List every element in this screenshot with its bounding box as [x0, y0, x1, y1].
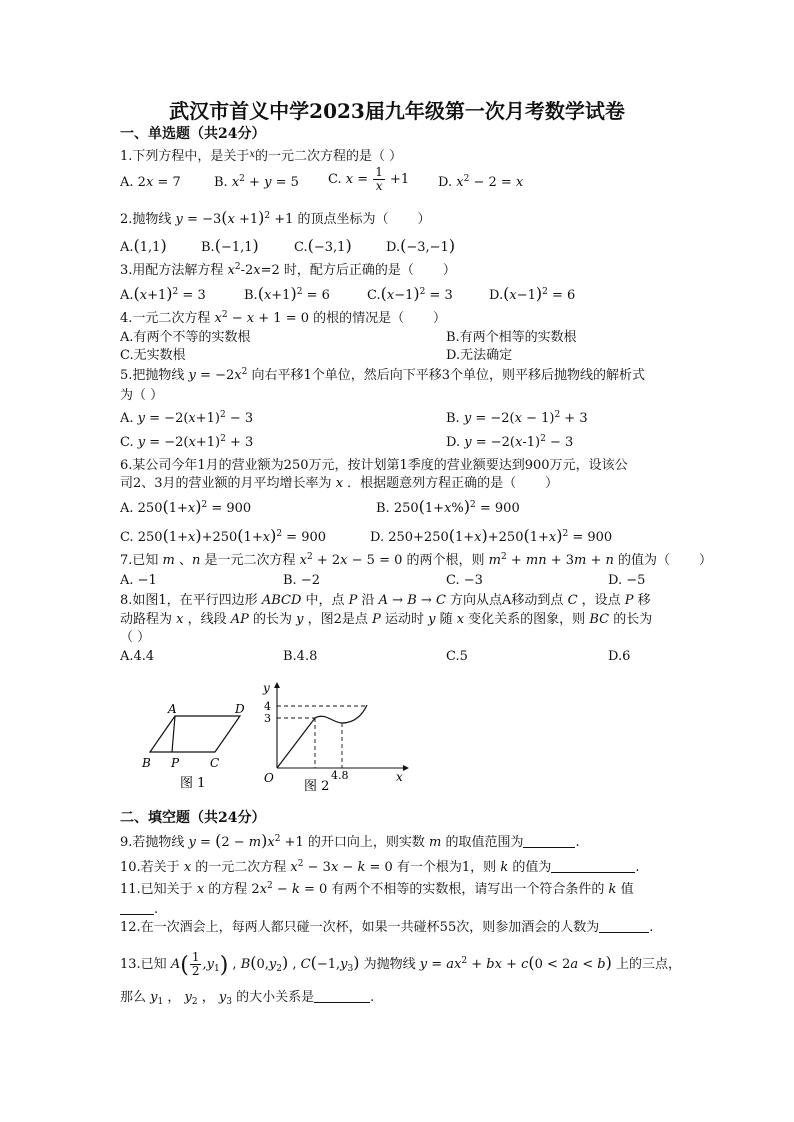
q8-option-b: B.4.8: [283, 649, 318, 664]
q3-option-a: $A.(x+1)^2 = 3$: [120, 284, 206, 303]
label-p: P: [171, 756, 180, 770]
question-11-stem: 11.已知关于 x 的方程 $2x^2 - k = 0$ 有两个不相等的实数根，请写出一个符合条件的 k 值: [120, 881, 634, 897]
q5-option-b: B. $y = -2(x - 1)^2 + 3$: [446, 410, 588, 426]
question-10-stem: 10.若关于 x 的一元二次方程 $x^2 - 3x - k = 0$ 有一个根为1，则 k 的值为 .: [120, 859, 640, 875]
q7-option-d: D. −5: [608, 573, 646, 588]
section-heading-fill-in: 二、填空题（共24分）: [120, 810, 266, 826]
segment-ap: [172, 716, 175, 752]
question-5-stem-line2: 为（ ）: [120, 388, 164, 403]
label-a: A: [168, 702, 177, 716]
q3-option-d: $D.(x-1)^2 = 6$: [489, 284, 576, 303]
question-4-stem: 4.一元二次方程 $x^2 - x + 1 = 0$ 的根的情况是（ ）: [120, 310, 447, 326]
question-6-stem: 6.某公司今年1月的营业额为250万元，按计划第1季度的营业额要达到900万元，设该公: [120, 458, 628, 473]
q3-option-b: $B.(x+1)^2 = 6$: [244, 284, 330, 303]
q5-option-d: D. $y = -2(x-1)^2 - 3$: [446, 434, 574, 450]
question-1-stem: 1.下列方程中，是关于$^x$的一元二次方程的是（ ）: [120, 149, 403, 164]
q4-option-d: D.无法确定: [446, 348, 513, 363]
q1-option-b: B. $x^2 + y = 5$: [214, 174, 299, 190]
question-8-stem: 8.如图1，在平行四边形 ABCD 中，点 P 沿 A → B → C 方向从点A移动到点 C ，设点 P 移: [120, 593, 651, 608]
q2-option-b: B.(−1,1): [201, 236, 259, 255]
figure-1-caption: 图 1: [180, 776, 206, 791]
q2-option-c: C.(−3,1): [294, 236, 352, 255]
question-11-blank: .: [120, 902, 158, 918]
q7-option-b: B. −2: [283, 573, 320, 588]
q6-option-a: A. $250(1+x)^2 = 900$: [120, 497, 252, 516]
q8-option-a: A.4.4: [120, 649, 155, 664]
tick-label-4-8: 4.8: [331, 769, 349, 782]
q3-option-c: $C.(x-1)^2 = 3$: [367, 284, 453, 303]
label-d: D: [235, 702, 245, 716]
x-axis-label: x: [396, 770, 403, 784]
figure-2-caption: 图 2: [304, 779, 330, 794]
q6-option-d: D. $250+250(1+x)+250(1+x)^2 = 900$: [370, 526, 613, 545]
q5-option-c: C. $y = -2(x+1)^2 + 3$: [120, 434, 254, 450]
tick-label-4: 4: [264, 700, 271, 713]
q1-option-c: C. x = $\frac{1}{x}$ +1: [328, 165, 410, 193]
question-13-stem: 13.已知 A( $\frac{1}{2}$ $,y_1$) , $B(0,y_2)$ , $C(-1,y_3)$ 为抛物线 $y = ax^2$ + bx + c(0 < 2a < b) 上的三点，: [120, 950, 682, 978]
q1-option-a: A. 2x = 7: [120, 175, 181, 190]
q7-option-c: C. −3: [446, 573, 483, 588]
q4-option-c: C.无实数根: [120, 348, 186, 363]
figure-2-graph: [255, 678, 415, 796]
graph-segment-ab: [277, 718, 315, 768]
page-title: 武汉市首义中学2023届九年级第一次月考数学试卷: [169, 99, 625, 123]
parallelogram-abcd: [150, 716, 240, 752]
graph-curve-bc: [315, 705, 367, 723]
q8-option-d: D.6: [608, 649, 631, 664]
section-heading-single-choice: 一、单选题（共24分）: [120, 126, 266, 142]
y-axis-label: y: [263, 681, 270, 695]
label-c: C: [210, 756, 220, 770]
question-2-stem: 2.抛物线 $y = -3(x +1)^2 +1$ 的顶点坐标为（ ）: [120, 208, 431, 227]
question-7-stem: 7.已知 m 、n 是一元二次方程 $x^2 + 2x - 5 = 0$ 的两个根，则 $m^2$ + mn + 3m + n 的值为（ ）: [120, 552, 712, 568]
q2-option-d: D.(−3,−1): [386, 236, 456, 255]
question-8-stem-line2: 动路程为 x ，线段 AP 的长为 y ，图2是点 P 运动时 y 随 x 变化关系的图象，则 BC 的长为: [120, 612, 653, 627]
label-b: B: [142, 756, 151, 770]
q2-option-a: A.(1,1): [120, 236, 167, 255]
question-12-stem: 12.在一次酒会上，每两人都只碰一次杯，如果一共碰杯55次，则参加酒会的人数为 .: [120, 920, 654, 935]
q8-option-c: C.5: [446, 649, 468, 664]
question-3-stem: 3.用配方法解方程 $x^2-2x=2$ 时，配方后正确的是（ ）: [120, 262, 456, 278]
y-axis-arrow: [274, 682, 280, 688]
question-5-stem: 5.把抛物线 $y = -2x^2$ 向右平移1个单位，然后向下平移3个单位，则平移后抛物线的解析式: [120, 367, 645, 383]
origin-label: O: [264, 771, 274, 785]
question-9-stem: 9.若抛物线 $y = (2 - m)x^2 +1$ 的开口向上，则实数 m 的取值范围为 .: [120, 831, 580, 850]
q6-option-b: B. $250(1+x\%)^2 = 900$: [376, 497, 520, 516]
q7-option-a: A. −1: [120, 573, 157, 588]
question-13-stem-line2: 那么 $y_1$ ， $y_2$ ， $y_3$ 的大小关系是 .: [120, 990, 375, 1007]
q4-option-b: B.有两个相等的实数根: [446, 330, 577, 345]
q1-option-d: D. $x^2 - 2 = x$: [438, 174, 524, 190]
q5-option-a: A. $y = -2(x+1)^2 - 3$: [120, 410, 254, 426]
q6-option-c: C. $250(1+x)+250(1+x)^2 = 900$: [120, 526, 327, 545]
tick-label-3: 3: [264, 712, 271, 725]
question-6-stem-line2: 司2、3月的营业额的月平均增长率为 x ．根据题意列方程正确的是（ ）: [120, 476, 559, 491]
question-8-stem-line3: （ ）: [120, 630, 151, 645]
figure-1-parallelogram: [135, 700, 255, 795]
x-axis-arrow: [403, 765, 409, 771]
q4-option-a: A.有两个不等的实数根: [120, 330, 251, 345]
